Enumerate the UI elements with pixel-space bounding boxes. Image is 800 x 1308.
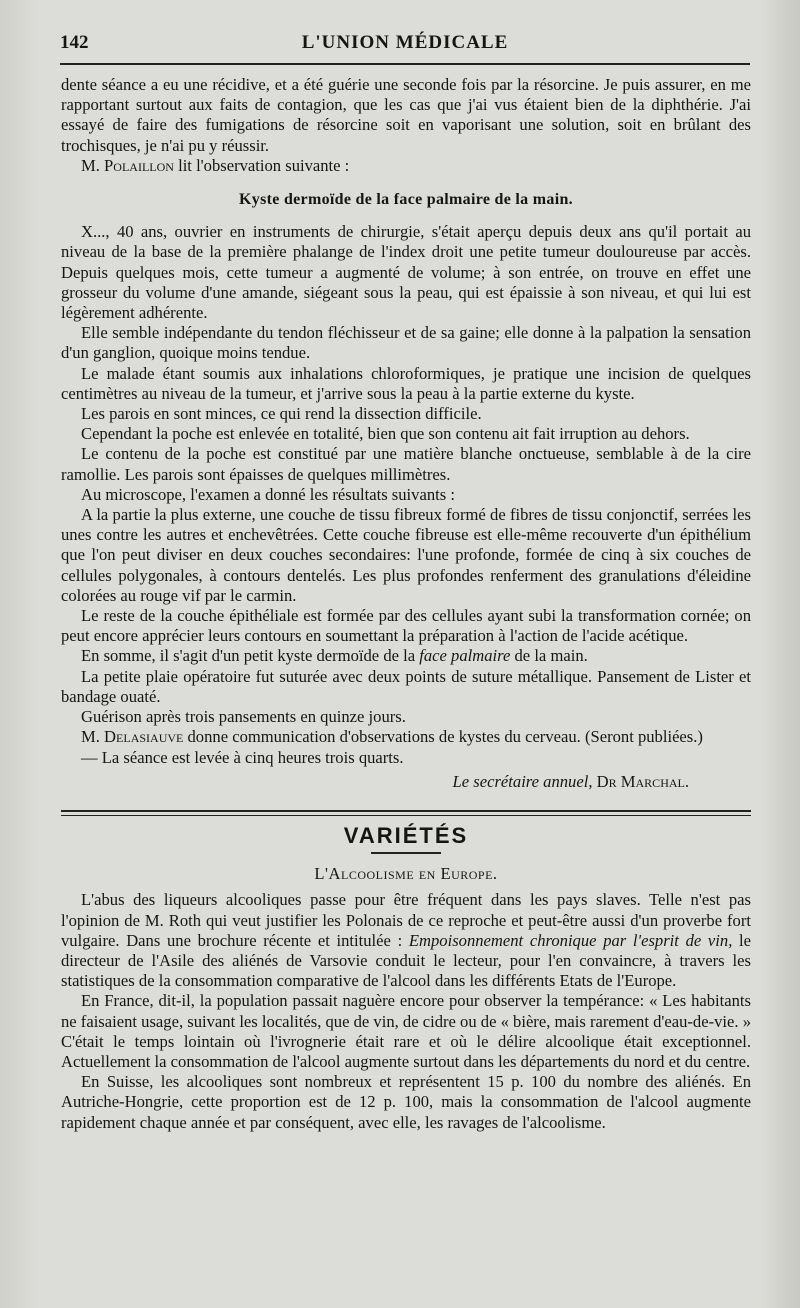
observation-heading: Kyste dermoïde de la face palmaire de la main. [239, 191, 573, 209]
paragraph: Guérison après trois pansements en quinze jours. [81, 707, 406, 727]
paragraph: Le reste de la couche épithéliale est formée par des cellules ayant subi la transformation cornée; on peut encore apprécier leurs contours en soumettant la préparation à l'action de l'acide acétique. [61, 606, 751, 646]
running-header [60, 30, 750, 56]
paragraph-intro [61, 156, 751, 176]
text-run: donne communication d'observations de kystes du cerveau. (Seront publiées.) [183, 727, 703, 747]
signature [61, 772, 751, 792]
signature-name: Dr Marchal. [596, 771, 689, 791]
paragraph: Le malade étant soumis aux inhalations chloroformiques, je pratique une incision de quelques centimètres au niveau de la tumeur, et j'arrive sous la peau à la partie externe du kyste. [61, 363, 751, 403]
article-subtitle: L'Alcoolisme en Europe. [314, 864, 498, 884]
italic-text: face palmaire [419, 646, 511, 666]
paragraph: Cependant la poche est enlevée en totalité, bien que son contenu ait fait irruption au dehors. [81, 424, 690, 444]
speaker-name: M. Delasiauve [81, 727, 184, 747]
paragraph: Le contenu de la poche est constitué par une matière blanche onctueuse, semblable à de la cire ramollie. Les parois sont épaisses de quelques millimètres. [61, 444, 751, 484]
page-number: 142 [60, 32, 89, 53]
paragraph: Les parois en sont minces, ce qui rend la dissection difficile. [81, 404, 482, 424]
article-body [61, 75, 751, 1133]
text-run: L'abus des liqueurs alcooliques passe pour être fréquent dans les pays slaves. Telle n'est pas l'opinion de M. Roth qui veut justifier les Polonais de ce reproche et peut-être aussi d'un proverbe fort vulgaire. Dans une brochure récente et intitulée : [61, 890, 751, 950]
paragraph-conclusion [61, 646, 751, 666]
paragraph-continuation: dente séance a eu une récidive, et a été guérie une seconde fois par la résorcine. Je puis assurer, en me rapportant surtout aux faits de contagion, que les cas que j'ai vus étaient bien de la diphthérie. J'ai essayé de faire des fumigations de résorcine soit en vaporisant une solution, soit en brûlant des trochisques, je n'ai pu y réussir. [61, 75, 751, 155]
paragraph: Elle semble indépendante du tendon fléchisseur et de sa gaine; elle donne à la palpation la sensation d'un ganglion, quoique moins tendue. [61, 323, 751, 363]
paragraph [61, 890, 751, 991]
paragraph: X..., 40 ans, ouvrier en instruments de chirurgie, s'était aperçu depuis deux ans qu'il portait au niveau de la base de la première phalange de l'index droit une petite tumeur douloureuse par accès. Depuis quelques mois, cette tumeur a augmenté de volume; à son entrée, on trouve en effet une grosseur du volume d'une amande, siégeant sous la peau, qui est épaissie à son niveau, et qui lui est légèrement adhérente. [61, 222, 751, 323]
section-title: VARIÉTÉS [343, 822, 469, 848]
intro-text: lit l'observation suivante : [173, 155, 350, 175]
paragraph: A la partie la plus externe, une couche de tissu fibreux formé de fibres de tissu conjonctif, serrées les unes contre les autres et enchevêtrées. Cette couche fibreuse est elle-même recouverte d'un épithélium que l'on peut diviser en deux couches secondaires: l'une profonde, formée de cinq à six couches de cellules polygonales, à contours dentelés. Les plus profondes renferment des granulations d'éleidine colorées au rouge vif par le carmin. [61, 505, 751, 605]
paragraph: La petite plaie opératoire fut suturée avec deux points de suture métallique. Pansement de Lister et bandage ouaté. [61, 666, 751, 706]
title-underline [371, 852, 441, 854]
section-divider [61, 810, 751, 816]
signature-role: Le secrétaire annuel, [452, 771, 597, 791]
journal-title: L'UNION MÉDICALE [301, 32, 509, 53]
text-run: le directeur de l'Asile des aliénés de Varsovie conduit le lecteur, pour l'en convaincre, à travers les statistiques de la consommation comparative de l'alcool dans les différents Etats de l'Europe. [61, 930, 752, 991]
text-run: En somme, il s'agit d'un petit kyste dermoïde de la [81, 646, 420, 666]
header-rule [60, 63, 750, 65]
paragraph: En Suisse, les alcooliques sont nombreux et représentent 15 p. 100 du nombre des aliénés. En Autriche-Hongrie, cette proportion est de 12 p. 100, mais la consommation de l'alcool augmente rapidement chaque année et par conséquent, avec elle, les ravages de l'alcoolisme. [61, 1072, 751, 1132]
text-run: de la main. [510, 646, 588, 666]
session-closing: — La séance est levée à cinq heures trois quarts. [81, 747, 404, 767]
paragraph-communication [61, 727, 751, 747]
italic-text: Empoisonnement chronique par l'esprit de vin, [408, 930, 733, 950]
paragraph: En France, dit-il, la population passait naguère encore pour observer la tempérance: « Les habitants ne faisaient usage, suivant les localités, que de vin, de cidre ou de « bière, mais rarement d'eau-de-vie. » C'était le temps lointain où l'ivrognerie était rare et où le délire alcoolique était exceptionnel. Actuellement la consommation de l'alcool augmente surtout dans les départements du nord et du centre. [61, 991, 751, 1071]
speaker-name: M. Polaillon [81, 155, 174, 175]
paragraph: Au microscope, l'examen a donné les résultats suivants : [81, 484, 455, 504]
